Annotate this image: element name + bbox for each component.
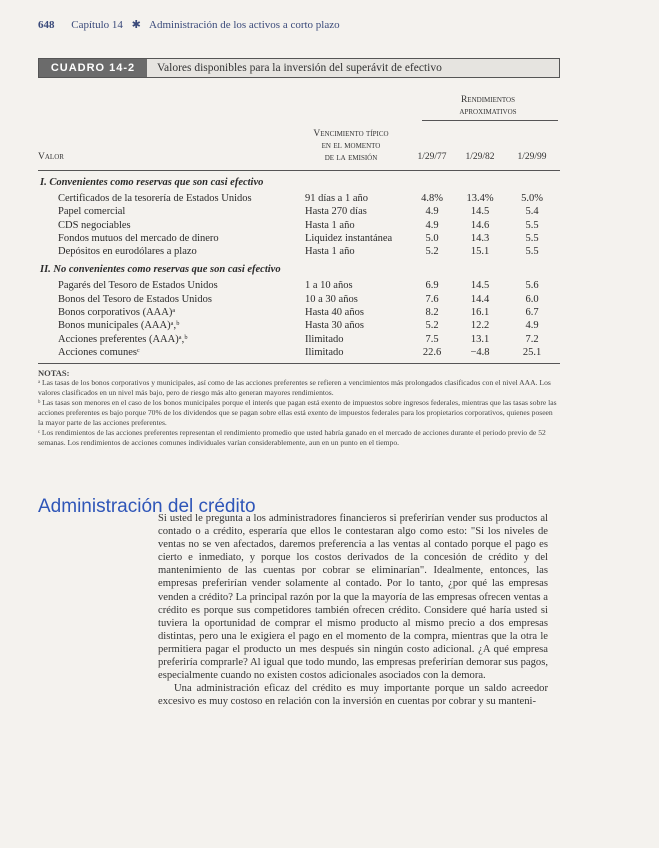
maturity-header-line3: de la emisión	[324, 153, 378, 163]
yield-1982-cell: 12.2	[470, 320, 490, 332]
table-notes	[38, 368, 560, 448]
maturity-cell: Hasta 1 año	[305, 219, 355, 231]
year-header-1977: 1/29/77	[417, 152, 447, 162]
yield-1999-cell: 7.2	[525, 333, 539, 345]
section-1-rows	[38, 192, 560, 258]
table-row	[38, 279, 560, 292]
section-2-title: II. No convenientes como reservas que son casi efectivo	[40, 264, 281, 276]
security-name: Bonos corporativos (AAA)ᵃ	[58, 307, 176, 319]
yield-1977-cell: 5.0	[425, 232, 439, 244]
yield-1977-cell: 7.6	[425, 293, 439, 305]
yields-header	[418, 94, 558, 118]
yield-1977-cell: 8.2	[425, 307, 439, 319]
security-name: Papel comercial	[58, 206, 126, 218]
table-row	[38, 293, 560, 306]
yield-1982-cell: 13.4%	[466, 193, 494, 204]
security-name: Pagarés del Tesoro de Estados Unidos	[58, 280, 218, 292]
yield-1982-cell: 15.1	[470, 246, 490, 258]
security-name: Acciones comunesᶜ	[58, 346, 140, 358]
paragraph-2: Una administración eficaz del crédito es muy importante porque un saldo acreedor excesivo es muy costoso en relación con la inversión en cuentas por cobrar y su manteni-	[158, 683, 548, 708]
maturity-cell: 91 días a 1 año	[305, 193, 368, 204]
yield-1999-cell: 6.7	[525, 307, 539, 319]
yield-1977-cell: 7.5	[425, 333, 439, 345]
yield-1977-cell: 4.9	[425, 219, 439, 231]
yields-header-line1: Rendimientos	[460, 95, 516, 105]
yield-1999-cell: 6.0	[525, 293, 539, 305]
table-row	[38, 219, 560, 232]
separator-icon: ✱	[131, 19, 141, 31]
security-name: Fondos mutuos del mercado de dinero	[58, 232, 219, 244]
security-name: Bonos municipales (AAA)ᵃ,ᵇ	[58, 320, 180, 332]
yields-rule	[422, 120, 558, 121]
maturity-header-line2: en el momento	[321, 141, 381, 151]
yield-1999-cell: 5.5	[525, 219, 539, 231]
maturity-header	[296, 128, 406, 164]
yield-1999-cell: 5.5	[525, 246, 539, 258]
yield-1999-cell: 5.0%	[521, 193, 543, 204]
note-a: ᵃ Las tasas de los bonos corporativos y municipales, así como de las acciones preferentes se refieren a vencimientos más prolongados clasificados con el nivel AAA. Los valores clasificados en un nivel más bajo, pero de riesgo más alto generan mayores rendimientos.	[38, 378, 551, 397]
table-banner	[38, 58, 560, 78]
table-row	[38, 205, 560, 218]
header-rule	[38, 170, 560, 171]
table-row	[38, 192, 560, 205]
table-row	[38, 232, 560, 245]
yield-1977-cell: 22.6	[422, 346, 442, 358]
maturity-cell: 1 a 10 años	[305, 280, 353, 292]
valor-header: Valor	[38, 152, 64, 162]
chapter-label: Capítulo 14	[71, 19, 123, 31]
table-header	[38, 82, 560, 170]
yield-1982-cell: −4.8	[470, 346, 490, 358]
yield-1977-cell: 6.9	[425, 280, 439, 292]
security-name: Bonos del Tesoro de Estados Unidos	[58, 293, 212, 305]
year-header-1982: 1/29/82	[465, 152, 495, 162]
table-row	[38, 346, 560, 359]
yield-1977-cell: 5.2	[425, 320, 439, 332]
chapter-title: Administración de los activos a corto plazo	[149, 19, 340, 31]
section-title: Administración del crédito	[38, 495, 256, 517]
yield-1982-cell: 14.5	[470, 280, 490, 292]
maturity-cell: Ilimitado	[305, 333, 344, 345]
yield-1982-cell: 13.1	[470, 333, 490, 345]
yield-1977-cell: 4.9	[425, 206, 439, 218]
yield-1999-cell: 5.6	[525, 280, 539, 292]
table-label: CUADRO 14-2	[39, 59, 147, 77]
security-name: Depósitos en eurodólares a plazo	[58, 246, 197, 258]
yield-1982-cell: 16.1	[470, 307, 490, 319]
maturity-cell: Hasta 40 años	[305, 307, 364, 319]
year-header-1999: 1/29/99	[517, 152, 547, 162]
yield-1982-cell: 14.3	[470, 232, 490, 244]
maturity-cell: Hasta 30 años	[305, 320, 364, 332]
yield-1999-cell: 5.4	[525, 206, 539, 218]
note-b: ᵇ Las tasas son menores en el caso de los bonos municipales porque el interés que pagan está exento de impuestos sobre ingresos federales, mientras que las tasas sobre las acciones preferentes es bajo porque 70% de los dividendos que se pagan sobre ellas está exento de impuestos federales para los propietarios corporativos, quienes poseen la mayor parte de las acciones preferentes.	[38, 398, 557, 427]
table-title: Valores disponibles para la inversión del superávit de efectivo	[157, 62, 442, 74]
section-2-rows	[38, 279, 560, 359]
yield-1999-cell: 25.1	[522, 346, 542, 358]
security-name: Certificados de la tesorería de Estados Unidos	[58, 193, 252, 204]
yield-1982-cell: 14.6	[470, 219, 490, 231]
table-row	[38, 245, 560, 258]
maturity-cell: Hasta 1 año	[305, 246, 355, 258]
paragraph-1: Si usted le pregunta a los administradores financieros si preferirían vender sus productos al contado o a crédito, esperaría que ellos le contestaran algo como esto: "Si los niveles de ventas no se ven afectados, daremos preferencia a las ventas al contado porque el pago es cierto e inmediato, y porque los costos derivados de la concesión de crédito y del mantenimiento de las cuentas por cobrar se eliminarían". Idealmente, entonces, las empresas preferirían vender solamente al contado. Por lo tanto, ¿por qué las empresas venden a crédito? La principal razón por la que la mayoría de las empresas ofrecen ventas a crédito es porque sus competidores también ofrecen crédito. Considere qué haría usted si tuviera la oportunidad de comprar el mismo producto al mismo precio a dos empresas distintas, pero una le exigiera el pago en el momento de la compra, mientras que la otra le permitiera pagar el producto un mes después sin ningún costo adicional. ¿A qué empresa preferiría comprarle? Al igual que todo mundo, las empresas preferirían demorar sus pagos, especialmente cuando no existen costos adicionales asociados con la demora.	[158, 513, 548, 682]
body-text	[158, 512, 548, 708]
yield-1977-cell: 4.8%	[421, 193, 443, 204]
security-name: CDS negociables	[58, 219, 131, 231]
securities-table	[38, 82, 560, 364]
yields-header-line2: aproximativos	[459, 107, 517, 117]
yield-1977-cell: 5.2	[425, 246, 439, 258]
yield-1982-cell: 14.4	[470, 293, 490, 305]
security-name: Acciones preferentes (AAA)ᵃ,ᵇ	[58, 333, 188, 345]
table-row	[38, 333, 560, 346]
yield-1982-cell: 14.5	[470, 206, 490, 218]
notes-title: NOTAS:	[38, 368, 70, 378]
section-1-title: I. Convenientes como reservas que son casi efectivo	[40, 177, 264, 188]
table-row	[38, 319, 560, 332]
table-row	[38, 306, 560, 319]
running-head	[38, 18, 340, 31]
maturity-cell: Liquidez instantánea	[305, 232, 393, 244]
maturity-cell: Hasta 270 días	[305, 206, 367, 218]
yield-1999-cell: 5.5	[525, 232, 539, 244]
maturity-header-line1: Vencimiento típico	[313, 129, 389, 139]
table-bottom-rule	[38, 363, 560, 364]
maturity-cell: Ilimitado	[305, 346, 344, 358]
maturity-cell: 10 a 30 años	[305, 293, 358, 305]
page-number: 648	[38, 19, 55, 31]
yield-1999-cell: 4.9	[525, 320, 539, 332]
note-c: ᶜ Los rendimientos de las acciones preferentes representan el rendimiento promedio que usted habría ganado en el mercado de acciones durante el periodo previo de 52 semanas. Los rendimientos de acciones comunes individuales varían considerablemente, aun en un punto en el tiempo.	[38, 428, 546, 447]
